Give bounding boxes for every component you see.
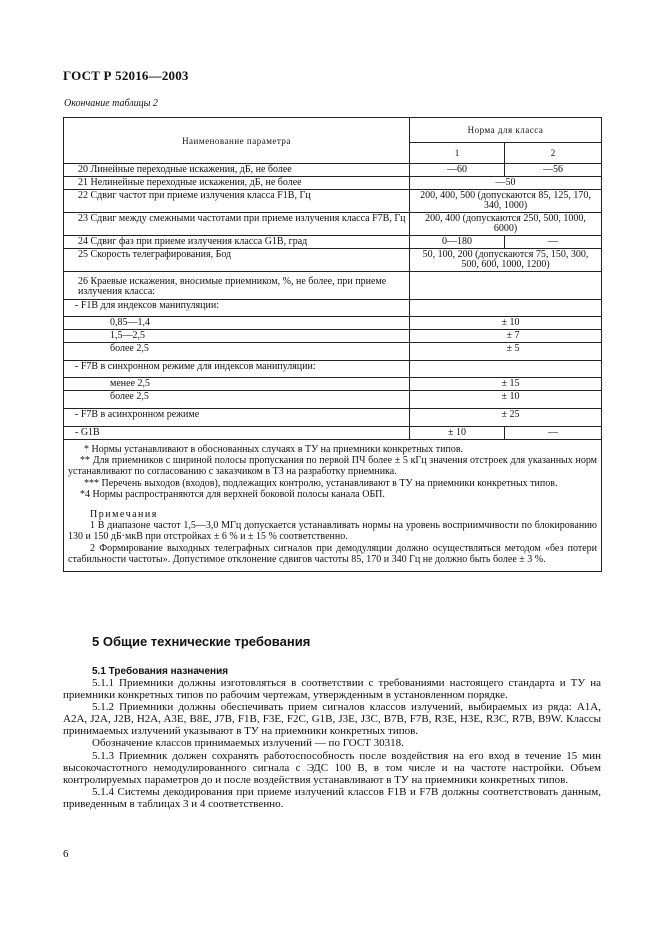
note: 1 В диапазоне частот 1,5—3,0 МГц допускается устанавливать нормы на уровень восприимчивости по блокированию 130 и 150 дБ·мкВ при отстройках ± 6 % и ± 15 % соответственно. (68, 520, 597, 543)
paragraph: 5.1.3 Приемник должен сохранять работоспособность после воздействия на его вход в течение 15 мин высокочастотного немодулированного сигнала с ЭДС 100 В, в том числе и на частоте настройки. Объем контролируемых параметров до и после воздействия устанавливают в ТУ на приемники конкретных типов. (63, 749, 601, 786)
body-text (63, 677, 601, 810)
value-merged (410, 272, 602, 300)
row-number: 22 (78, 190, 88, 201)
parameter-cell (64, 249, 410, 272)
table-subrow (64, 391, 602, 409)
table-row (64, 190, 602, 213)
table-subrow (64, 378, 602, 391)
table-row (64, 177, 602, 190)
table-notes (64, 440, 602, 572)
column-header-class-2: 2 (505, 143, 602, 164)
table-subrow-g1b (64, 427, 602, 440)
row-number: 21 (78, 177, 88, 188)
table-subrow (64, 361, 602, 378)
subrow-value: ± 15 (501, 378, 520, 389)
table-row (64, 249, 602, 272)
value-class-1: —60 (410, 164, 505, 177)
value-merged: 50, 100, 200 (допускаются 75, 150, 300, 500, 600, 1000, 1200) (410, 249, 602, 272)
table-subrow (64, 343, 602, 361)
subrow-label: - F7B в асинхронном режиме (64, 409, 410, 427)
parameter-name: Линейные переходные искажения, дБ, не более (90, 164, 292, 175)
row-number: 24 (78, 236, 88, 247)
row-number: 26 (78, 276, 88, 287)
notes-title: Примечания (90, 509, 158, 521)
value-merged: 200, 400, 500 (допускаются 85, 125, 170, 340, 1000) (410, 190, 602, 213)
subrow-label: - F7B в синхронном режиме для индексов манипуляции: (64, 361, 410, 378)
subrow-label: - G1B (64, 427, 410, 440)
parameter-name: Сдвиг между смежными частотами при приеме излучения класса F7B, Гц (90, 213, 406, 224)
column-header-class-1: 1 (410, 143, 505, 164)
value-merged: —50 (410, 177, 602, 190)
table-row (64, 164, 602, 177)
value-class-2: — (505, 427, 602, 440)
table-notes-row (64, 440, 602, 572)
table-caption: Окончание таблицы 2 (64, 98, 158, 109)
value-merged: 200, 400 (допускаются 250, 500, 1000, 6000) (410, 213, 602, 236)
parameter-name: Краевые искажения, вносимые приемником, %, не более, при приеме излучения класса: (78, 276, 387, 297)
table-row-26 (64, 272, 602, 300)
section-title: 5 Общие технические требования (92, 634, 311, 649)
footnote: ** Для приемников с шириной полосы пропускания по первой ПЧ более ± 5 кГц значения отстроек для указанных норм устанавливают по согласованию с заказчиком в ТЗ на разработку приемника. (68, 455, 597, 478)
table-subrow (64, 317, 602, 330)
parameters-table (63, 117, 602, 572)
row-number: 25 (78, 249, 88, 260)
footnote: * Нормы устанавливают в обоснованных случаях в ТУ на приемники конкретных типов. (84, 444, 464, 455)
paragraph: 5.1.2 Приемники должны обеспечивать прием сигналов классов излучений, выбираемых из ряда: A1A, A2A, J2A, J2B, H2A, A3E, B8E, J7B, F1B, F3E, F2C, G1B, J3E, J3C, B7B, F7B, R3E, H3E, R3C, R7B, B9W. Классы принимаемых излучений указывают в ТУ на приемники конкретных типов. (63, 701, 601, 738)
subrow-value: ± 7 (506, 330, 520, 341)
subrow-range: менее 2,5 (64, 378, 410, 391)
note: 2 Формирование выходных телеграфных сигналов при демодуляции должно осуществляться методом «без потери стабильности частоты». Допустимое отклонение сдвигов частоты 85, 170 и 340 Гц не должно быть более ± 3 %. (68, 542, 597, 565)
value-class-1: ± 10 (410, 427, 505, 440)
paragraph: 5.1.4 Системы декодирования при приеме излучений классов F1B и F7B должны соответствовать данным, приведенным в таблицах 3 и 4 соответственно. (63, 785, 601, 810)
subrow-value: ± 10 (501, 317, 520, 328)
column-header-norm: Норма для класса (410, 118, 602, 143)
parameter-name: Сдвиг фаз при приеме излучения класса G1B, град (90, 236, 308, 247)
paragraph: Обозначение классов принимаемых излучений — по ГОСТ 30318. (92, 737, 404, 750)
table-subrow (64, 330, 602, 343)
subrow-range: 1,5—2,5 (64, 330, 410, 343)
table-row (64, 236, 602, 249)
parameter-cell (64, 272, 410, 300)
value-class-2: — (505, 236, 602, 249)
footnote: *** Перечень выходов (входов), подлежащих контролю, устанавливают в ТУ на приемники конкретных типов. (84, 477, 558, 489)
parameter-name: Сдвиг частот при приеме излучения класса F1B, Гц (90, 190, 311, 201)
subrow-range: более 2,5 (64, 343, 410, 361)
subsection-title: 5.1 Требования назначения (92, 666, 229, 677)
row-number: 23 (78, 213, 88, 224)
paragraph: 5.1.1 Приемники должны изготовляться в соответствии с требованиями настоящего стандарта и ТУ на приемники конкретных типов по рабочим чертежам, утвержденным в установленном порядке. (63, 677, 601, 702)
subrow-range: 0,85—1,4 (64, 317, 410, 330)
table-subrow (64, 300, 602, 317)
parameter-cell (64, 190, 410, 213)
value-class-2: —56 (505, 164, 602, 177)
column-header-parameter: Наименование параметра (64, 118, 410, 164)
subrow-label: - F1B для индексов манипуляции: (64, 300, 410, 317)
parameter-cell (64, 164, 410, 177)
parameter-name: Скорость телеграфирования, Бод (90, 249, 232, 260)
table-row (64, 213, 602, 236)
parameter-name: Нелинейные переходные искажения, дБ, не более (90, 177, 302, 188)
row-number: 20 (78, 164, 88, 175)
table-subrow (64, 409, 602, 427)
subrow-value: ± 10 (501, 391, 520, 402)
subrow-value: ± 25 (501, 409, 520, 420)
table-header-row (64, 118, 602, 143)
footnote: *4 Нормы распространяются для верхней боковой полосы канала ОБП. (80, 488, 385, 500)
subrow-range: более 2,5 (64, 391, 410, 409)
page-number: 6 (63, 848, 69, 860)
parameter-cell (64, 177, 410, 190)
value-class-1: 0—180 (410, 236, 505, 249)
document-header: ГОСТ Р 52016—2003 (63, 68, 189, 83)
parameter-cell (64, 213, 410, 236)
subrow-value: ± 5 (506, 343, 520, 354)
parameter-cell (64, 236, 410, 249)
